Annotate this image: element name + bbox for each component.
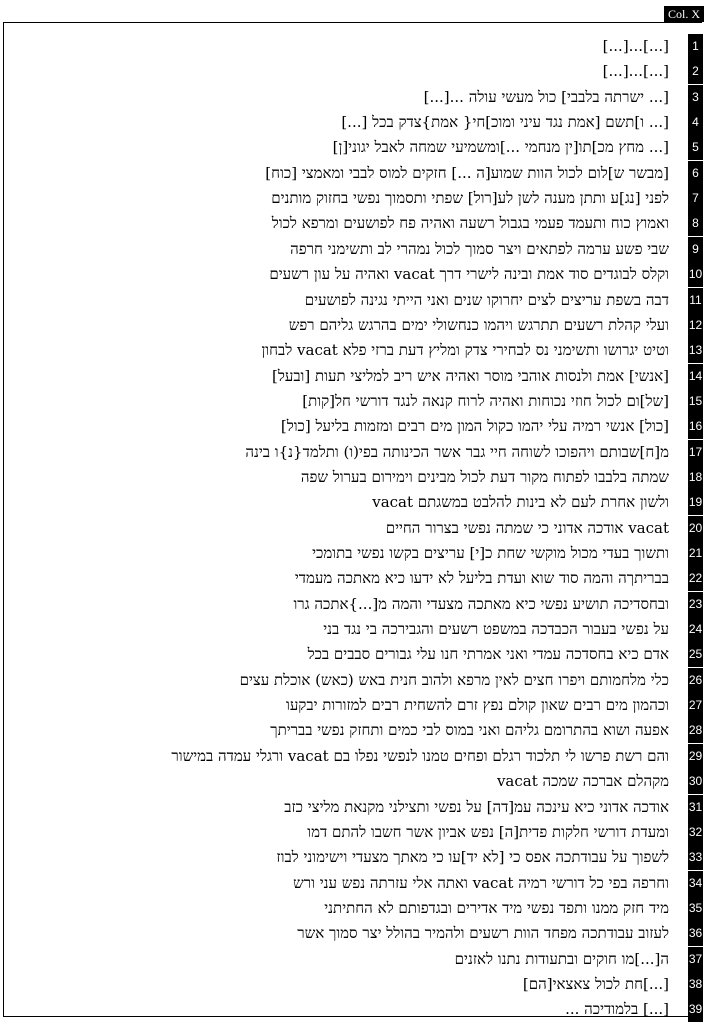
- manuscript-line: [0, 820, 677, 845]
- line-text: [...]...[...]: [602, 37, 669, 55]
- manuscript-line: [0, 34, 677, 59]
- line-text: [...]חת לכול צאצאי[הם]: [522, 975, 669, 993]
- line-number: 26: [688, 668, 703, 693]
- line-number: 37: [688, 947, 703, 972]
- manuscript-line: [0, 161, 677, 186]
- line-number: 34: [688, 871, 703, 896]
- line-number: 18: [688, 465, 703, 490]
- manuscript-line: [0, 135, 677, 160]
- line-text: [... מחץ מכ]תו[ין מנחמי ...]ומשמיעי שמחה לאבל יגוני[ן]: [332, 138, 669, 156]
- manuscript-line: [0, 364, 677, 389]
- line-text: ה[...]מו חוקים ובתעודות נתנו לאזנים: [454, 950, 669, 968]
- line-number: 2: [688, 59, 703, 84]
- line-text: שבי פשע ערמה לפתאים ויצר סמוך לכול נמהרי לב ותשימני חרפה: [290, 240, 669, 258]
- line-text: וחרפה בפי כל דורשי רמיה vacat ואתה אלי עזרתה נפש עני ורש: [293, 874, 669, 892]
- manuscript-line: [0, 997, 677, 1022]
- manuscript-line: [0, 566, 677, 591]
- line-number: 32: [688, 820, 703, 845]
- line-number: 13: [688, 338, 703, 363]
- manuscript-line: [0, 845, 677, 870]
- manuscript-line: [0, 313, 677, 338]
- line-text: אודכה אדוני כיא עינכה עמ[דה] על נפשי ותצילני מקנאת מליצי כזב: [284, 798, 669, 816]
- line-number: 7: [688, 186, 703, 211]
- manuscript-line: [0, 617, 677, 642]
- manuscript-line: [0, 110, 677, 135]
- line-number: 29: [688, 744, 703, 769]
- line-number: 23: [688, 592, 703, 617]
- line-text: וכהמון מים רבים שאון קולם נפץ זרם להשחית רבים למזורות יבקעו: [285, 696, 669, 714]
- manuscript-line: [0, 414, 677, 439]
- line-text: ואמוץ כוח ותעמד פעמי בגבול רשעה ואהיה פח לפושעים ומרפא לכול: [271, 214, 669, 232]
- line-text: על נפשי בעבור הכבדכה במשפט רשעים והגבירכה בי נגד בני: [323, 620, 669, 638]
- line-number: 31: [688, 795, 703, 820]
- manuscript-line: [0, 947, 677, 972]
- manuscript-line: [0, 186, 677, 211]
- line-number: 9: [688, 237, 703, 262]
- line-text: מ[ח]שבותם ויהפוכו לשוחה חיי גבר אשר הכינותה בפי(ו) ותלמד{נ}ו בינה: [245, 443, 669, 461]
- line-text: וטיט יגרושו ותשימני נס לבחירי צדק ומליץ דעת ברזי פלא vacat לבחון: [261, 341, 669, 359]
- line-text: וקלס לבוגדים סוד אמת ובינה לישרי דרך vacat ואהיה על עון רשעים: [269, 265, 669, 283]
- line-number: 5: [688, 135, 703, 160]
- line-number: 30: [688, 769, 703, 794]
- manuscript-line: [0, 262, 677, 287]
- line-text: [...] בלמודיכה ...: [565, 1000, 669, 1018]
- manuscript-line: [0, 440, 677, 465]
- manuscript-line: [0, 693, 677, 718]
- line-number: 12: [688, 313, 703, 338]
- manuscript-line: [0, 237, 677, 262]
- line-number: 21: [688, 541, 703, 566]
- line-number: 36: [688, 921, 703, 946]
- line-text: ולשון אחרת לעם לא בינות להלבט במשגתם vacat: [372, 493, 669, 511]
- line-text: [מבשר ש]לום לכול הוות שמוע[ה ...] חזקים למוס לבבי ומאמצי [כוח]: [265, 164, 669, 182]
- manuscript-line: [0, 59, 677, 84]
- line-number: 19: [688, 490, 703, 515]
- line-number: 27: [688, 693, 703, 718]
- manuscript-line: [0, 871, 677, 896]
- line-text: מיד חזק ממנו ותפד נפשי מיד אדירים ובגדפותם לא החתיתני: [324, 899, 669, 917]
- manuscript-line: [0, 972, 677, 997]
- line-text: [...]...[...]: [602, 62, 669, 80]
- manuscript-line: [0, 288, 677, 313]
- manuscript-line: [0, 744, 677, 769]
- line-number: 1: [688, 34, 703, 59]
- line-number: 4: [688, 110, 703, 135]
- line-number: 17: [688, 440, 703, 465]
- manuscript-line: [0, 389, 677, 414]
- line-number: 22: [688, 566, 703, 591]
- manuscript-line: [0, 211, 677, 236]
- column-label: Col. X: [664, 6, 704, 22]
- line-number: 39: [688, 997, 703, 1022]
- line-number: 11: [688, 288, 703, 313]
- manuscript-line: [0, 642, 677, 667]
- line-number: 35: [688, 896, 703, 921]
- manuscript-line: [0, 338, 677, 363]
- line-number: 15: [688, 389, 703, 414]
- line-number: 38: [688, 972, 703, 997]
- line-number: 28: [688, 718, 703, 743]
- line-text: לשפוך על עבודתכה אפס כי [לא יד]עו כי מאתך מצעדי וישימוני לבוז: [276, 848, 669, 866]
- manuscript-line: [0, 795, 677, 820]
- manuscript-line: [0, 668, 677, 693]
- line-text: בבריתךה והמה סוד שוא ועדת בליעל לא ידעו כיא מאתכה מעמדי: [294, 569, 669, 587]
- line-number: 10: [688, 262, 703, 287]
- line-text: [כול] אנשי רמיה עלי יהמו כקול המון מים רבים ומזמות בליעל [כול]: [280, 417, 669, 435]
- line-text: vacat אודכה אדוני כי שמתה נפשי בצרור החיים: [385, 519, 669, 537]
- manuscript-line: [0, 465, 677, 490]
- line-text: ותשוך בעדי מכול מוקשי שחת כ[י] עריצים בקשו נפשי בתומכי: [312, 544, 669, 562]
- manuscript-line: [0, 592, 677, 617]
- line-number: 6: [688, 161, 703, 186]
- line-text: [... ישרתה בלבבי] כול מעשי עולה ...[...]: [423, 88, 669, 106]
- line-text: ובחסדיכה תושיע נפשי כיא מאתכה מצעדי והמה מ[...}אתכה גרו: [293, 595, 669, 613]
- line-text: לעזוב עבודתכה מפחד הוות רשעים ולהמיר בהולל יצר סמוך אשר: [297, 924, 669, 942]
- line-text: [... ו]תשם [אמת נגד עיני ומוכ]חי{ אמת}צדק בכל [...]: [341, 113, 669, 131]
- line-text: שמתה בלבבו לפתוח מקור דעת לכול מבינים וימירום בערול שפה: [300, 468, 669, 486]
- line-number: 16: [688, 414, 703, 439]
- line-text: [של]ום לכול חוזי נכוחות ואהיה לרוח קנאה לנגד דורשי חל[קות]: [302, 392, 669, 410]
- line-number: 25: [688, 642, 703, 667]
- manuscript-line: [0, 718, 677, 743]
- line-text: ומעדת דורשי חלקות פדית[ה] נפש אביון אשר חשבו להתם דמו: [307, 823, 669, 841]
- manuscript-line: [0, 541, 677, 566]
- manuscript-line: [0, 921, 677, 946]
- manuscript-line: [0, 769, 677, 794]
- line-text: [אנשי] אמת ולנסות אוהבי מוסר ואהיה איש ריב למליצי תעות [ובעל]: [271, 367, 669, 385]
- line-number: 20: [688, 516, 703, 541]
- manuscript-line: [0, 85, 677, 110]
- manuscript-line: [0, 490, 677, 515]
- line-text: אדם כיא בחסדכה עמדי ואני אמרתי חנו עלי גבורים סבבים בכל: [307, 645, 669, 663]
- line-text: והם רשת פרשו לי תלכוד רגלם ופחים טמנו לנפשי נפלו בם vacat ורגלי עמדה במישור: [171, 747, 669, 765]
- manuscript-line: [0, 516, 677, 541]
- line-text: מקהלם אברכה שמכה vacat: [496, 772, 669, 790]
- manuscript-line: [0, 896, 677, 921]
- line-text: כלי מלחמותם ויפרו חצים לאין מרפא ולהוב חנית באש (כאש) אוכלת עצים: [239, 671, 669, 689]
- line-number: 24: [688, 617, 703, 642]
- line-text: אפעה ושוא בהתרומם גליהם ואני במוס לבי כמים ותחזק נפשי בבריתך: [270, 721, 669, 739]
- line-text: לפני [נג]ע ותתן מענה לשן לע[רול] שפתי ותסמוך נפשי בחזוק מותנים: [271, 189, 669, 207]
- line-number: 8: [688, 211, 703, 236]
- line-number: 33: [688, 845, 703, 870]
- line-text: דבה בשפת עריצים לצים יחרוקו שנים ואני הייתי נגינה לפושעים: [304, 291, 669, 309]
- line-number: 14: [688, 364, 703, 389]
- line-number: 3: [688, 85, 703, 110]
- line-text: ועלי קהלת רשעים תתרגש ויהמו כנחשולי ימים בהרגש גליהם רפש: [288, 316, 669, 334]
